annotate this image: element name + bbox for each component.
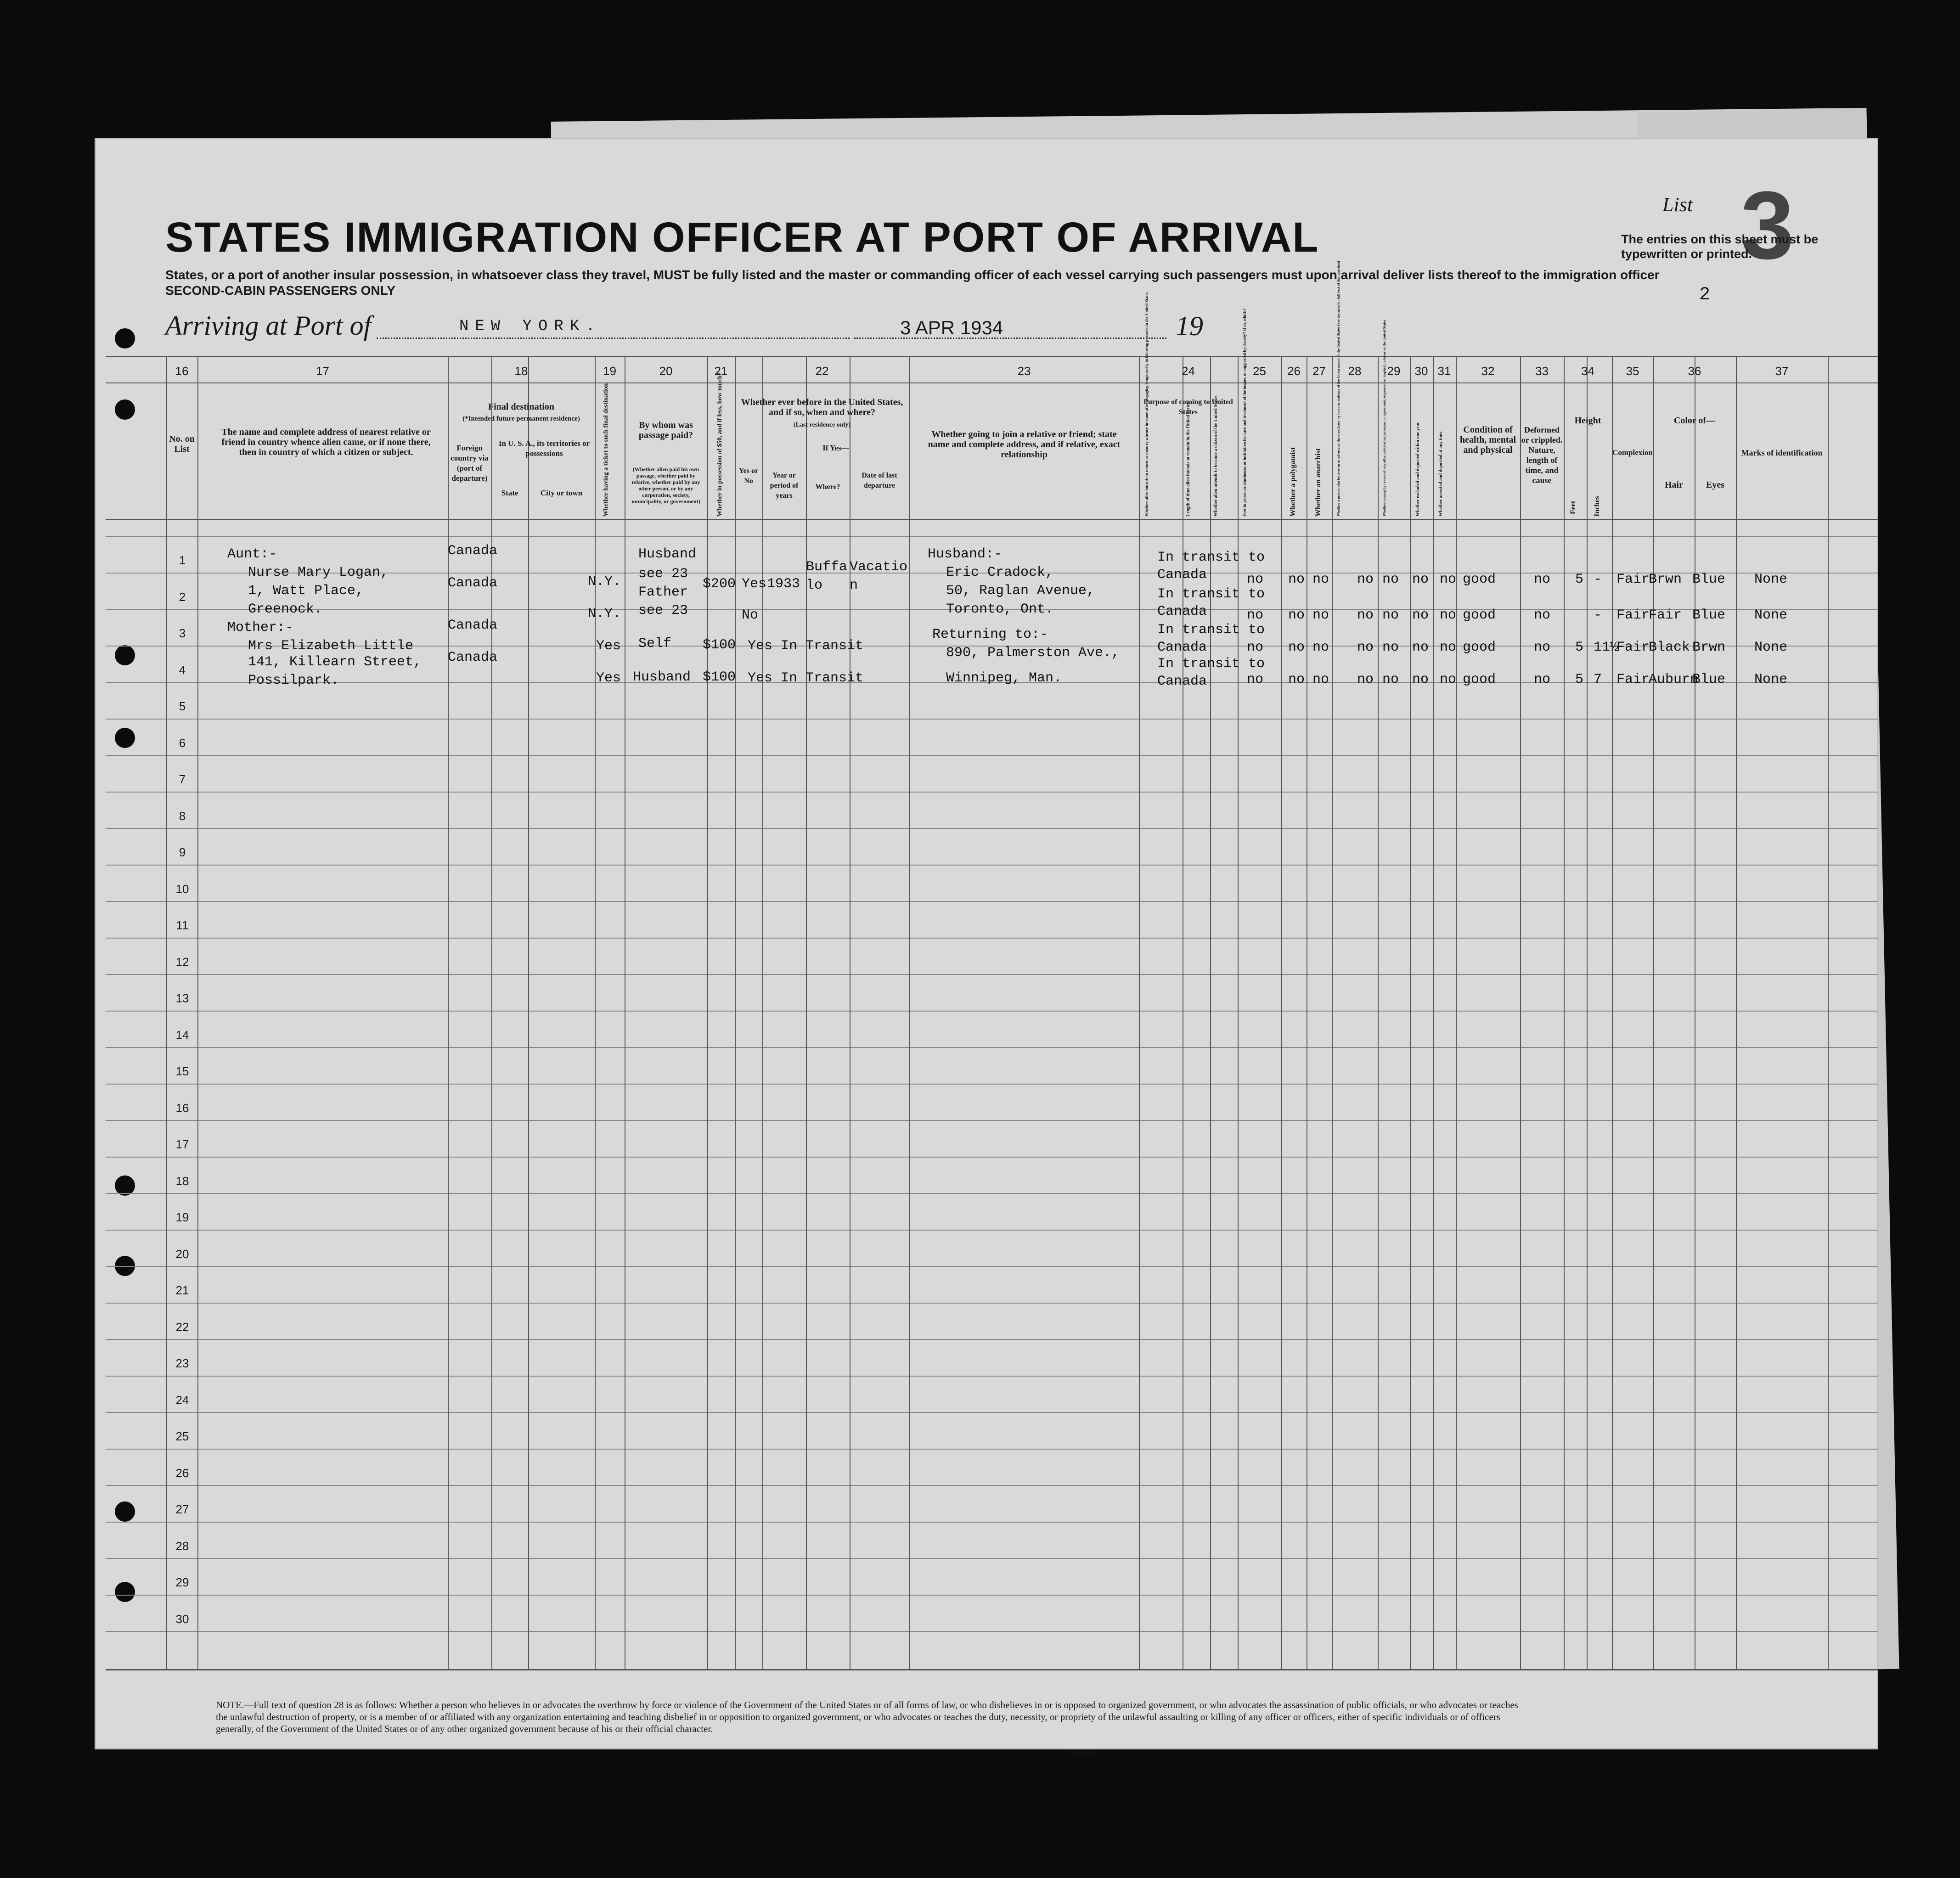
q26-cell: no — [1288, 607, 1305, 623]
row-number: 14 — [175, 1028, 189, 1042]
row-number: 20 — [175, 1247, 189, 1261]
col-rule — [1564, 356, 1565, 1669]
col-number: 23 — [1017, 364, 1031, 378]
hair-cell: Black — [1649, 640, 1690, 655]
join-relative-line: Eric Cradock, — [946, 565, 1054, 580]
col-number: 24 — [1182, 364, 1195, 378]
header-possession-50: Whether in possession of $50, and if less, how much? — [716, 372, 723, 517]
relative-line: Aunt:- — [227, 546, 277, 562]
foreign-country-cell: Canada — [448, 650, 498, 665]
row-number: 25 — [175, 1429, 189, 1443]
q28-cell: no — [1357, 640, 1374, 655]
money-cell: $100 — [703, 637, 736, 653]
health-cell: good — [1463, 672, 1496, 687]
health-cell: good — [1463, 607, 1496, 623]
header-deformed: Deformed or crippled. Nature, length of time, and cause — [1521, 425, 1563, 485]
money-cell: $200 — [703, 576, 736, 592]
header-length-of-time: Length of time alien intends to remain in the United States — [1186, 402, 1191, 517]
row-number: 16 — [175, 1101, 189, 1115]
join-relative-line: Winnipeg, Man. — [946, 670, 1062, 686]
header-final-destination-note: (*Intended future permanent residence) — [462, 415, 580, 422]
relative-line: Nurse Mary Logan, — [248, 565, 389, 580]
header-eyes: Eyes — [1706, 480, 1724, 490]
date-stamp: 3 APR 1934 — [900, 317, 1003, 338]
inches-cell: 7 — [1594, 672, 1602, 687]
q27-cell: no — [1312, 607, 1329, 623]
col-rule — [735, 356, 736, 1669]
q30-cell: no — [1412, 572, 1429, 587]
eyes-cell: Blue — [1692, 572, 1726, 587]
header-ever-before: Whether ever before in the United States, and if so, when and where? — [741, 397, 903, 417]
ticket-cell: Yes — [596, 670, 621, 686]
q28-cell: no — [1357, 672, 1374, 687]
header-ticket: Whether having a ticket to such final destination — [603, 383, 609, 517]
col-number: 29 — [1387, 364, 1401, 378]
sheet-number: 2 — [1699, 285, 1711, 305]
col-rule — [1612, 356, 1613, 1669]
col-number: 19 — [603, 364, 616, 378]
row-number: 18 — [175, 1174, 189, 1188]
header-condition: Condition of health, mental and physical — [1459, 425, 1516, 455]
row-number: 19 — [175, 1210, 189, 1224]
header-q28: Whether a person who believes in or advocates the overthrow by force or violence of the Government of the United States (See footnote for full text of this question) — [1336, 261, 1340, 517]
row-number: 28 — [175, 1539, 189, 1553]
row-number: 8 — [179, 809, 186, 823]
complexion-cell: Fair — [1616, 672, 1650, 687]
col-rule — [1139, 356, 1140, 1669]
col-rule — [1587, 356, 1588, 1669]
row-number: 9 — [179, 845, 186, 859]
header-anarchist: Whether an anarchist — [1314, 448, 1322, 517]
q27-cell: no — [1312, 672, 1329, 687]
q31-cell: no — [1440, 607, 1457, 623]
row-number: 11 — [176, 918, 189, 932]
col-rule — [1281, 356, 1282, 1669]
passage-paid-cell: Husband — [638, 546, 697, 562]
col-number: 30 — [1414, 364, 1428, 378]
row-number: 26 — [175, 1466, 189, 1480]
row-number: 7 — [179, 772, 186, 786]
col-rule — [528, 356, 529, 1669]
header-q31: Whether arrested and deported at any time — [1438, 431, 1443, 517]
join-relative-line: Husband:- — [928, 546, 1003, 562]
header-complexion: Complexion — [1612, 448, 1653, 457]
row-number: 6 — [179, 736, 186, 750]
row-number: 21 — [175, 1283, 189, 1297]
marks-cell: None — [1754, 640, 1788, 655]
row-number: 29 — [175, 1575, 189, 1589]
list-number: 3 — [1740, 171, 1794, 279]
relative-line: Mrs Elizabeth Little — [248, 638, 414, 654]
relative-line: 1, Watt Place, — [248, 583, 364, 599]
row-number: 15 — [175, 1064, 189, 1078]
header-marks: Marks of identification — [1741, 448, 1823, 457]
q29-cell: no — [1382, 572, 1399, 587]
header-prison: Ever in prison or almshouse, or institution for care and treatment of the insane, or supported by charity? If so, which? — [1242, 308, 1247, 517]
hair-cell: Auburn — [1649, 672, 1699, 687]
q28-cell: no — [1357, 572, 1374, 587]
col-rule — [1433, 356, 1434, 1669]
col-rule — [197, 356, 198, 1669]
marks-cell: None — [1754, 607, 1788, 623]
header-final-destination: Final destination — [488, 402, 554, 412]
col-number: 31 — [1437, 364, 1451, 378]
col-rule — [909, 356, 910, 1669]
health-cell: good — [1463, 640, 1496, 655]
header-feet: Feet — [1569, 500, 1577, 514]
col-number: 26 — [1287, 364, 1301, 378]
feet-cell: 5 — [1575, 640, 1584, 655]
col-rule — [707, 356, 708, 1669]
col-number: 35 — [1626, 364, 1639, 378]
foreign-country-cell: Canada — [448, 618, 498, 633]
row-number: 23 — [175, 1356, 189, 1370]
relative-line: Mother:- — [227, 620, 294, 635]
row-number: 22 — [175, 1320, 189, 1334]
header-join-relative: Whether going to join a relative or friend; state name and complete address, and if relative, exact relationship — [928, 429, 1121, 460]
header-yes-or-no: Yes or No — [738, 467, 759, 485]
col-number: 16 — [175, 364, 189, 378]
foreign-country-cell: Canada — [448, 575, 498, 591]
col-number: 36 — [1688, 364, 1701, 378]
deformed-cell: no — [1534, 572, 1551, 587]
col-rule — [1456, 356, 1457, 1669]
join-relative-line: Toronto, Ont. — [946, 602, 1054, 617]
q27-cell: no — [1312, 640, 1329, 655]
q31-cell: no — [1440, 572, 1457, 587]
feet-cell: 5 — [1575, 572, 1584, 587]
header-passage-paid: By whom was passage paid? — [638, 420, 693, 440]
complexion-cell: Fair — [1616, 607, 1650, 623]
header-no-on-list: No. on List — [169, 434, 195, 454]
col-rule — [1653, 356, 1654, 1669]
yes-no-cell: No — [742, 607, 759, 623]
q30-cell: no — [1412, 672, 1429, 687]
state-cell: N.Y. — [588, 606, 621, 622]
header-last-residence: (Last residence only) — [793, 422, 851, 428]
relative-line: Greenock. — [248, 602, 323, 617]
header-state: State — [501, 489, 518, 497]
col-number: 28 — [1348, 364, 1362, 378]
row-number: 4 — [179, 663, 186, 677]
q26-cell: no — [1288, 572, 1305, 587]
q29-cell: no — [1382, 640, 1399, 655]
q29-cell: no — [1382, 672, 1399, 687]
header-if-yes: If Yes— — [822, 444, 849, 452]
header-passage-paid-note: (Whether alien paid his own passage, whether paid by relative, whether paid by any other person, or by any corporation, society, municipality, or government) — [631, 466, 700, 505]
col-number: 25 — [1253, 364, 1266, 378]
q31-cell: no — [1440, 672, 1457, 687]
col-rule — [1378, 356, 1379, 1669]
col-number: 27 — [1312, 364, 1326, 378]
arrival-port: NEW YORK. — [459, 318, 602, 335]
col-rule — [1410, 356, 1411, 1669]
col-number: 18 — [514, 364, 528, 378]
passenger-class: SECOND-CABIN PASSENGERS ONLY — [165, 283, 395, 298]
form-number: 14—430 — [1070, 1749, 1096, 1757]
q28-cell: no — [1357, 607, 1374, 623]
money-cell: $100 — [703, 669, 736, 685]
q25-cell: no — [1247, 672, 1264, 687]
q27-cell: no — [1312, 572, 1329, 587]
marks-cell: None — [1754, 672, 1788, 687]
header-inches: Inches — [1593, 496, 1601, 517]
col-number: 33 — [1535, 364, 1549, 378]
form-subtitle: States, or a port of another insular possession, in whatsoever class they travel, MUST be fully listed and the master or commanding officer of each vessel carrying such passengers must upon arrival deliver lists thereof to the immigration officer — [165, 268, 1660, 282]
q25-cell: no — [1247, 640, 1264, 655]
ticket-cell: Yes — [596, 638, 621, 654]
header-hair: Hair — [1665, 480, 1683, 490]
row-number: 1 — [179, 553, 186, 567]
departure-cell: Vacation — [850, 559, 908, 593]
header-foreign-country: Foreign country via (port of departure) — [451, 444, 489, 483]
feet-cell: 5 — [1575, 672, 1584, 687]
col-number: 34 — [1581, 364, 1594, 378]
eyes-cell: Brwn — [1692, 640, 1726, 655]
deformed-cell: no — [1534, 607, 1551, 623]
join-relative-line: 50, Raglan Avenue, — [946, 583, 1095, 599]
q31-cell: no — [1440, 640, 1457, 655]
col-rule — [166, 356, 167, 1669]
inches-cell: - — [1594, 572, 1602, 587]
row-number: 10 — [175, 882, 189, 896]
purpose-cell: In transit to Canada — [1157, 586, 1265, 619]
arriving-label: Arriving at Port of — [165, 310, 372, 341]
state-cell: N.Y. — [588, 574, 621, 590]
relative-line: Possilpark. — [248, 673, 339, 688]
q29-cell: no — [1382, 607, 1399, 623]
header-in-usa: In U. S. A., its territories or possessions — [498, 439, 590, 458]
list-label: List — [1662, 193, 1693, 216]
header-nearest-relative: The name and complete address of nearest relative or friend in country whence alien came, or if none there, then in country of which a citizen or subject. — [221, 427, 431, 457]
col-number: 37 — [1775, 364, 1789, 378]
punch-hole — [115, 328, 135, 349]
year-cell: 1933 — [767, 576, 800, 592]
yes-no-cell: Yes — [742, 576, 767, 592]
complexion-cell: Fair — [1616, 572, 1650, 587]
join-relative-line: Returning to:- — [932, 627, 1048, 642]
complexion-cell: Fair — [1616, 640, 1650, 655]
where-cell: In Transit — [781, 638, 864, 654]
hair-cell: Brwn — [1649, 572, 1682, 587]
purpose-cell: In transit to Canada — [1157, 550, 1265, 583]
header-year-period: Year or period of years — [770, 472, 799, 500]
inches-cell: 11½ — [1594, 640, 1619, 655]
q25-cell: no — [1247, 572, 1264, 587]
header-purpose-sub: Whether alien intends to return to country whence he came after engaging temporarily in laboring pursuits in the United States — [1144, 292, 1149, 517]
passage-paid-cell: Husband — [633, 669, 691, 685]
health-cell: good — [1463, 572, 1496, 587]
relative-line: 141, Killearn Street, — [248, 654, 422, 670]
header-purpose: Purpose of coming to United States — [1143, 398, 1233, 416]
q30-cell: no — [1412, 607, 1429, 623]
q30-cell: no — [1412, 640, 1429, 655]
typewritten-instruction: The entries on this sheet must be typewritten or printed. — [1621, 232, 1819, 261]
header-q30: Whether excluded and deported within one year — [1415, 422, 1420, 517]
join-relative-line: 890, Palmerston Ave., — [946, 645, 1120, 661]
table-bottom — [106, 1669, 1878, 1670]
yes-no-cell: Yes — [748, 638, 773, 654]
header-date-last-departure: Date of last departure — [862, 472, 897, 489]
eyes-cell: Blue — [1692, 607, 1726, 623]
purpose-cell: In transit to Canada — [1157, 622, 1265, 655]
form-title: STATES IMMIGRATION OFFICER AT PORT OF ARRIVAL — [165, 214, 1319, 261]
row-number: 5 — [179, 699, 186, 713]
purpose-cell: In transit to Canada — [1157, 656, 1265, 689]
passage-paid-cell: see 23 Father see 23 — [638, 566, 688, 619]
year-prefix: 19 — [1176, 311, 1203, 341]
row-number: 3 — [179, 626, 186, 640]
row-number: 24 — [175, 1393, 189, 1407]
marks-cell: None — [1754, 572, 1788, 587]
passage-paid-cell: Self — [638, 636, 672, 652]
header-where: Where? — [815, 483, 840, 491]
where-cell: In Transit — [781, 670, 864, 686]
footnote-q28: NOTE.—Full text of question 28 is as follows: Whether a person who believes in or advocates the overthrow by force or violence of the Government of the United States or of all forms of law, or who disbelieves in or is opposed to organized government, or who advocates the assassination of public officials, or who advocates or teaches the unlawful destruction of property, or is a member of or affiliated with any organization entertaining and teaching disbelief in or opposition to organized government, or who advocates or teaches the duty, necessity, or propriety of the unlawful assaulting or killing of any officer or officers, either of specific individuals or of officers generally, of the Government of the United States or of any other organized government because of his or their official character. — [216, 1699, 1518, 1734]
deformed-cell: no — [1534, 640, 1551, 655]
header-city: City or town — [540, 489, 583, 497]
header-q29: Whether coming by reason of any offer, solicitation, promise, or agreement, expressed or implied, to labor in the United States — [1382, 320, 1386, 517]
col-rule — [762, 356, 763, 1669]
col-rule — [1828, 356, 1829, 1669]
hair-cell: Fair — [1649, 607, 1682, 623]
col-number: 20 — [659, 364, 673, 378]
col-number: 32 — [1481, 364, 1495, 378]
eyes-cell: Blue — [1692, 672, 1726, 687]
header-color-of: Color of— — [1673, 416, 1716, 426]
col-rule — [1332, 356, 1333, 1669]
col-rule — [806, 356, 807, 1669]
col-number: 17 — [316, 364, 329, 378]
col-number: 21 — [714, 364, 728, 378]
inches-cell: - — [1594, 607, 1602, 623]
deformed-cell: no — [1534, 672, 1551, 687]
row-number: 2 — [179, 590, 186, 604]
col-rule — [1520, 356, 1521, 1669]
q26-cell: no — [1288, 640, 1305, 655]
header-polygamist: Whether a polygamist — [1289, 447, 1297, 517]
row-number: 27 — [175, 1502, 189, 1516]
col-rule — [1736, 356, 1737, 1669]
header-height: Height — [1574, 416, 1601, 426]
row-number: 13 — [175, 991, 189, 1005]
q25-cell: no — [1247, 607, 1264, 623]
yes-no-cell: Yes — [748, 670, 773, 686]
header-intends-citizen: Whether alien intends to become a citizen of the United States — [1213, 395, 1218, 517]
foreign-country-cell: Canada — [448, 543, 498, 559]
where-cell: Buffalo — [806, 559, 848, 593]
col-number: 22 — [815, 364, 829, 378]
row-number: 17 — [175, 1137, 189, 1151]
row-number: 12 — [175, 955, 189, 969]
q26-cell: no — [1288, 672, 1305, 687]
row-number: 30 — [175, 1612, 189, 1626]
col-rule — [595, 356, 596, 1669]
port-dotline — [377, 337, 850, 339]
